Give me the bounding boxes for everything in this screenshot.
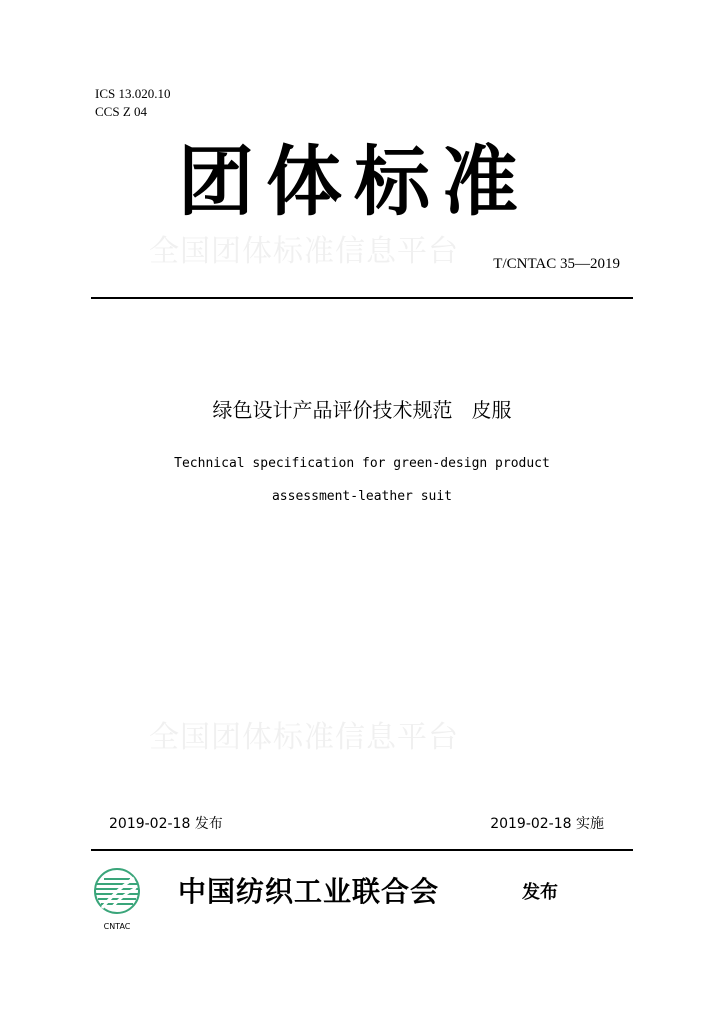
publisher-organization: 中国纺织工业联合会: [178, 875, 440, 908]
standard-number: T/CNTAC 35—2019: [493, 256, 620, 272]
header-divider: [91, 297, 633, 299]
watermark-bottom: 全国团体标准信息平台: [149, 720, 459, 755]
ccs-code: CCS Z 04: [95, 104, 148, 119]
standard-title-chinese: 绿色设计产品评价技术规范 皮服: [212, 398, 512, 422]
ics-code: ICS 13.020.10: [95, 86, 171, 101]
watermark-top: 全国团体标准信息平台: [149, 234, 459, 269]
standard-title-english-line1: Technical specification for green-design product: [174, 456, 550, 471]
publish-date: 2019-02-18 发布: [109, 816, 223, 832]
publisher-label: 发布: [522, 882, 558, 903]
footer-divider: [91, 849, 633, 851]
document-type-title: 团体标准: [178, 137, 530, 226]
cntac-logo-icon: [88, 864, 146, 934]
standard-title-english-line2: assessment-leather suit: [271, 489, 452, 504]
logo-text: CNTAC: [103, 922, 131, 931]
implement-date: 2019-02-18 实施: [490, 816, 604, 832]
